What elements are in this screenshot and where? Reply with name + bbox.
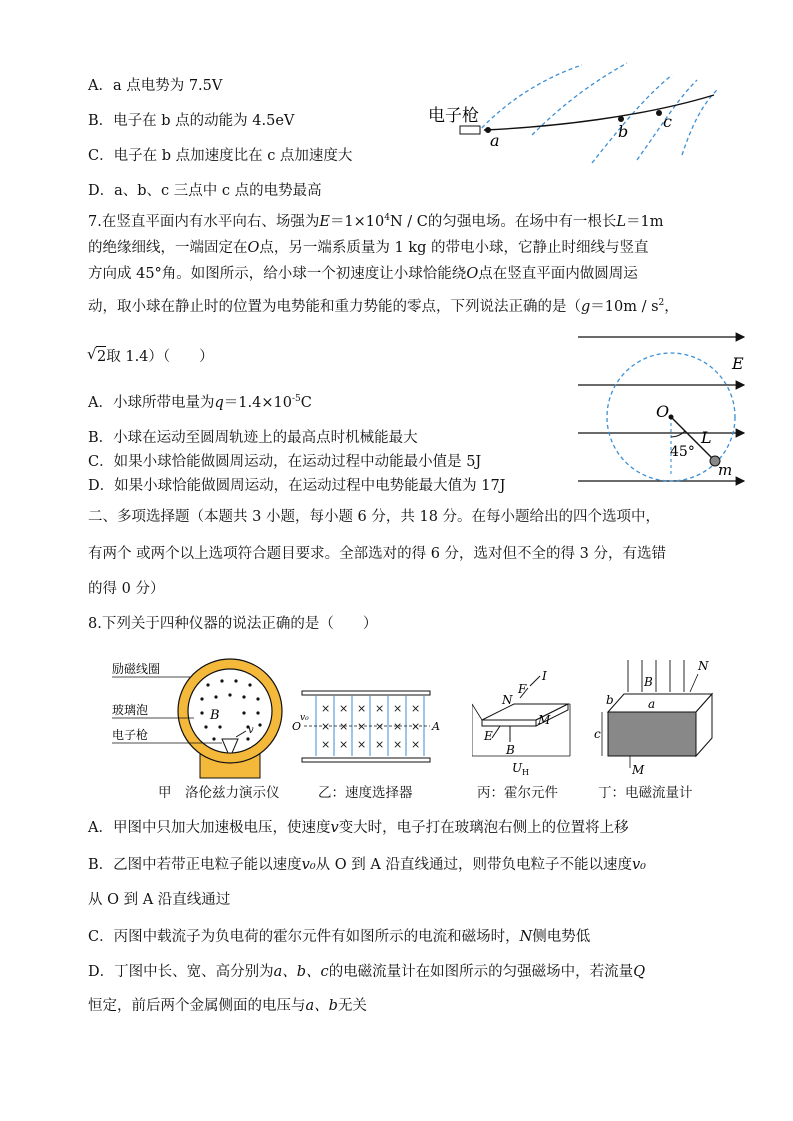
label-E: E (732, 354, 744, 373)
pivot-o (669, 415, 674, 420)
section2-line2: 有两个 或两个以上选项符合题目要求。全部选对的得 6 分，选对但不全的得 3 分，有选错 (88, 546, 666, 562)
fig-ding-flowmeter (594, 656, 726, 776)
fig-yi-velocity-selector (292, 688, 442, 766)
fig-jia-lorentz-demo (112, 655, 284, 780)
current-arrow (530, 676, 540, 686)
q6-option-b: B．电子在 b 点的动能为 4.5eV (88, 113, 295, 129)
label-B: B (210, 708, 220, 723)
meter-top (608, 694, 712, 712)
label-B: B (506, 743, 515, 757)
label-M: M (538, 713, 551, 727)
caption-jia: 甲 洛伦兹力演示仪 (158, 785, 280, 801)
section2-line3: 的得 0 分） (88, 581, 165, 597)
q8-option-c: C．丙图中载流子为负电荷的霍尔元件有如图所示的电流和磁场时，N侧电势低 (88, 929, 591, 945)
equipotential-lines (477, 63, 717, 163)
q7-stem-line3: 方向成 45°角。如图所示，给小球一个初速度让小球恰能绕O点在竖直平面内做圆周运 (88, 266, 638, 282)
q7-stem-line4: 动，取小球在静止时的位置为电势能和重力势能的零点，下列说法正确的是（$g=10m / s^2$， (88, 298, 679, 315)
svg-text:×: × (393, 702, 403, 715)
q7-stem-line1: 7.在竖直平面内有水平向右、场强为$E=1\times 10^4N / C$的匀强电场。在场中有一根长L＝1m (88, 213, 664, 230)
q8-option-b-line1: B．乙图中若带正电粒子能以速度v₀从 O 到 A 沿直线通过，则带负电粒子不能以速度v₀ (88, 857, 646, 873)
label-U-sub: H (522, 768, 529, 777)
svg-text:×: × (357, 738, 367, 751)
label-L: L (701, 428, 712, 447)
caption-ding: 丁：电磁流量计 (598, 785, 693, 801)
svg-text:×: × (321, 702, 331, 715)
label-bulb: 玻璃泡 (112, 703, 149, 717)
caption-yi: 乙：速度选择器 (318, 785, 413, 801)
label-A: A (432, 720, 440, 733)
angle-arc (671, 431, 685, 437)
leader-N (690, 674, 698, 692)
svg-text:×: × (393, 738, 403, 751)
q7-stem-line2: 的绝缘细线，一端固定在O点，另一端系质量为 1 kg 的带电小球，它静止时细线与竖直 (88, 240, 649, 256)
label-F: F (518, 682, 527, 696)
label-M: M (632, 763, 645, 776)
svg-text:×: × (339, 738, 349, 751)
electron-gun-icon (460, 126, 480, 134)
q6-option-c: C．电子在 b 点加速度比在 c 点加速度大 (88, 148, 353, 164)
svg-text:×: × (375, 720, 385, 733)
gun-label: 电子枪 (428, 106, 479, 126)
b-field-arrows (628, 660, 684, 692)
q7-option-b: B．小球在运动至圆周轨迹上的最高点时机械能最大 (88, 430, 418, 446)
svg-text:×: × (357, 720, 367, 733)
plate-bottom (302, 758, 430, 762)
label-a: a (490, 131, 500, 150)
svg-text:×: × (321, 720, 331, 733)
svg-text:×: × (375, 702, 385, 715)
label-O: O (292, 720, 302, 733)
q6-option-d: D．a、b、c 三点中 c 点的电势最高 (88, 183, 322, 199)
label-E: E (484, 729, 493, 743)
wire-left-top (472, 704, 482, 720)
hall-plate-front (482, 720, 536, 726)
q7-stem-line5: √ 2取 1.4）（ ） (88, 346, 214, 367)
section2-line1: 二、多项选择题（本题共 3 小题，每小题 6 分，共 18 分。在每小题给出的四个选项中， (88, 509, 661, 525)
q7-option-d: D．如果小球恰能做圆周运动，在运动过程中电势能最大值为 17J (88, 478, 506, 494)
label-N: N (502, 693, 513, 707)
svg-text:×: × (339, 720, 349, 733)
label-45: 45° (670, 444, 695, 460)
caption-bing: 丙：霍尔元件 (477, 785, 558, 801)
label-a: a (648, 697, 656, 711)
label-O: O (656, 402, 670, 421)
svg-text:×: × (393, 720, 403, 733)
label-c: c (663, 112, 672, 131)
label-B: B (644, 675, 653, 689)
svg-text:×: × (357, 702, 367, 715)
svg-text:×: × (411, 702, 421, 715)
plate-top (302, 691, 430, 695)
svg-text:×: × (321, 738, 331, 751)
label-v: v (248, 725, 254, 736)
meter-front (608, 712, 696, 756)
q6-option-a: A．a 点电势为 7.5V (88, 78, 223, 94)
label-gun: 电子枪 (112, 728, 149, 742)
q6-trajectory-figure (422, 55, 722, 165)
q7-option-a: A．小球所带电量为$q=1.4\times 10^{-5}C$ (88, 394, 312, 411)
q8-stem: 8.下列关于四种仪器的说法正确的是（ ） (88, 616, 378, 632)
label-b: b (618, 122, 629, 141)
b-field-crosses (321, 702, 420, 751)
label-U: U (512, 761, 523, 775)
svg-text:×: × (411, 720, 421, 733)
q8-option-d-line1: D．丁图中长、宽、高分别为a、b、c的电磁流量计在如图所示的匀强磁场中，若流量Q (88, 964, 646, 980)
q8-option-d-line2: 恒定，前后两个金属侧面的电压与a、b无关 (88, 998, 367, 1014)
label-N: N (698, 659, 709, 673)
label-coil: 励磁线圈 (112, 662, 161, 676)
label-c: c (594, 727, 601, 741)
label-v0: v₀ (300, 713, 309, 723)
svg-text:×: × (375, 738, 385, 751)
q7-option-c: C．如果小球恰能做圆周运动，在运动过程中动能最小值是 5J (88, 454, 482, 470)
point-c-dot (656, 110, 662, 116)
svg-text:×: × (339, 702, 349, 715)
e-arrow (492, 726, 500, 738)
label-m: m (718, 461, 733, 479)
label-b: b (606, 693, 614, 707)
svg-text:×: × (411, 738, 421, 751)
label-I: I (542, 669, 547, 683)
q7-field-figure (572, 325, 752, 495)
fig-bing-hall-element (472, 668, 582, 778)
q8-option-b-line2: 从 O 到 A 沿直线通过 (88, 892, 231, 908)
q8-option-a: A．甲图中只加大加速极电压，使速度v变大时，电子打在玻璃泡右侧上的位置将上移 (88, 820, 629, 836)
